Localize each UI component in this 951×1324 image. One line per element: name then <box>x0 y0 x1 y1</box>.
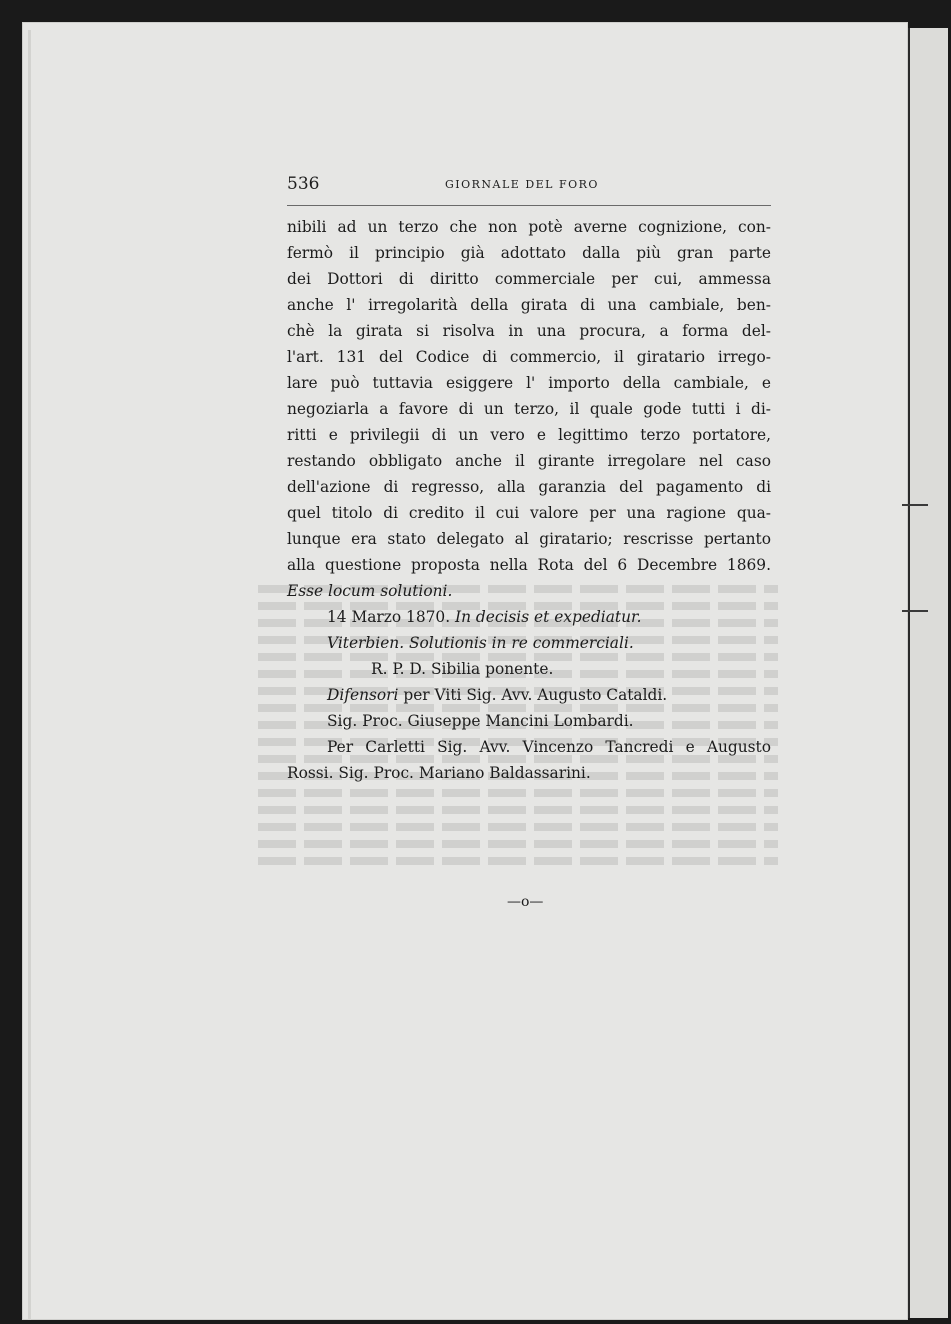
decision-date: 14 Marzo 1870. <box>327 608 451 626</box>
section-separator: —o— <box>507 894 544 910</box>
text-line: alla questione proposta nella Rota del 6 Decembre 1869. <box>287 556 771 574</box>
text-line: chè la girata si risolva in una procura, a forma del- <box>287 322 771 340</box>
page-header <box>287 172 771 198</box>
header-rule <box>287 205 771 206</box>
case-title: Viterbien. Solutionis in re commerciali. <box>327 634 634 652</box>
procurator-line: Sig. Proc. Giuseppe Mancini Lombardi. <box>327 712 634 730</box>
body-text <box>287 214 771 786</box>
text-line: negoziarla a favore di un terzo, il quale gode tutti i di- <box>287 400 771 418</box>
page-number: 536 <box>287 174 320 194</box>
text-line: lare può tuttavia esiggere l' importo della cambiale, e <box>287 374 771 392</box>
defenders-text: per Viti Sig. Avv. Augusto Cataldi. <box>403 686 668 704</box>
ponente-line: R. P. D. Sibilia ponente. <box>371 660 554 678</box>
page-tab-mark <box>902 610 928 612</box>
decision-formula: In decisis et expediatur. <box>455 608 642 626</box>
text-line: dell'azione di regresso, alla garanzia del pagamento di <box>287 478 771 496</box>
text-line: ritti e privilegii di un vero e legittimo terzo portatore, <box>287 426 771 444</box>
page-tab-mark <box>902 504 928 506</box>
text-line: lunque era stato delegato al giratario; rescrisse pertanto <box>287 530 771 548</box>
text-line: dei Dottori di diritto commerciale per cui, ammessa <box>287 270 771 288</box>
defenders-label: Difensori <box>327 686 399 704</box>
adjacent-page-edge <box>908 28 948 1318</box>
text-line: fermò il principio già adottato dalla più gran parte <box>287 244 771 262</box>
text-line: restando obbligato anche il girante irregolare nel caso <box>287 452 771 470</box>
text-line: anche l' irregolarità della girata di una cambiale, ben- <box>287 296 771 314</box>
defenders-line <box>287 682 771 708</box>
text-line: nibili ad un terzo che non potè averne cognizione, con- <box>287 218 771 236</box>
text-line: l'art. 131 del Codice di commercio, il giratario irrego- <box>287 348 771 366</box>
carletti-line: Per Carletti Sig. Avv. Vincenzo Tancredi e Augusto <box>327 738 771 756</box>
running-head: GIORNALE DEL FORO <box>445 178 599 191</box>
resolution-line: Esse locum solutioni. <box>287 582 453 600</box>
date-line <box>287 604 771 630</box>
text-line: quel titolo di credito il cui valore per una ragione qua- <box>287 504 771 522</box>
page-edge <box>28 30 31 1320</box>
carletti-line-continued: Rossi. Sig. Proc. Mariano Baldassarini. <box>287 764 591 782</box>
